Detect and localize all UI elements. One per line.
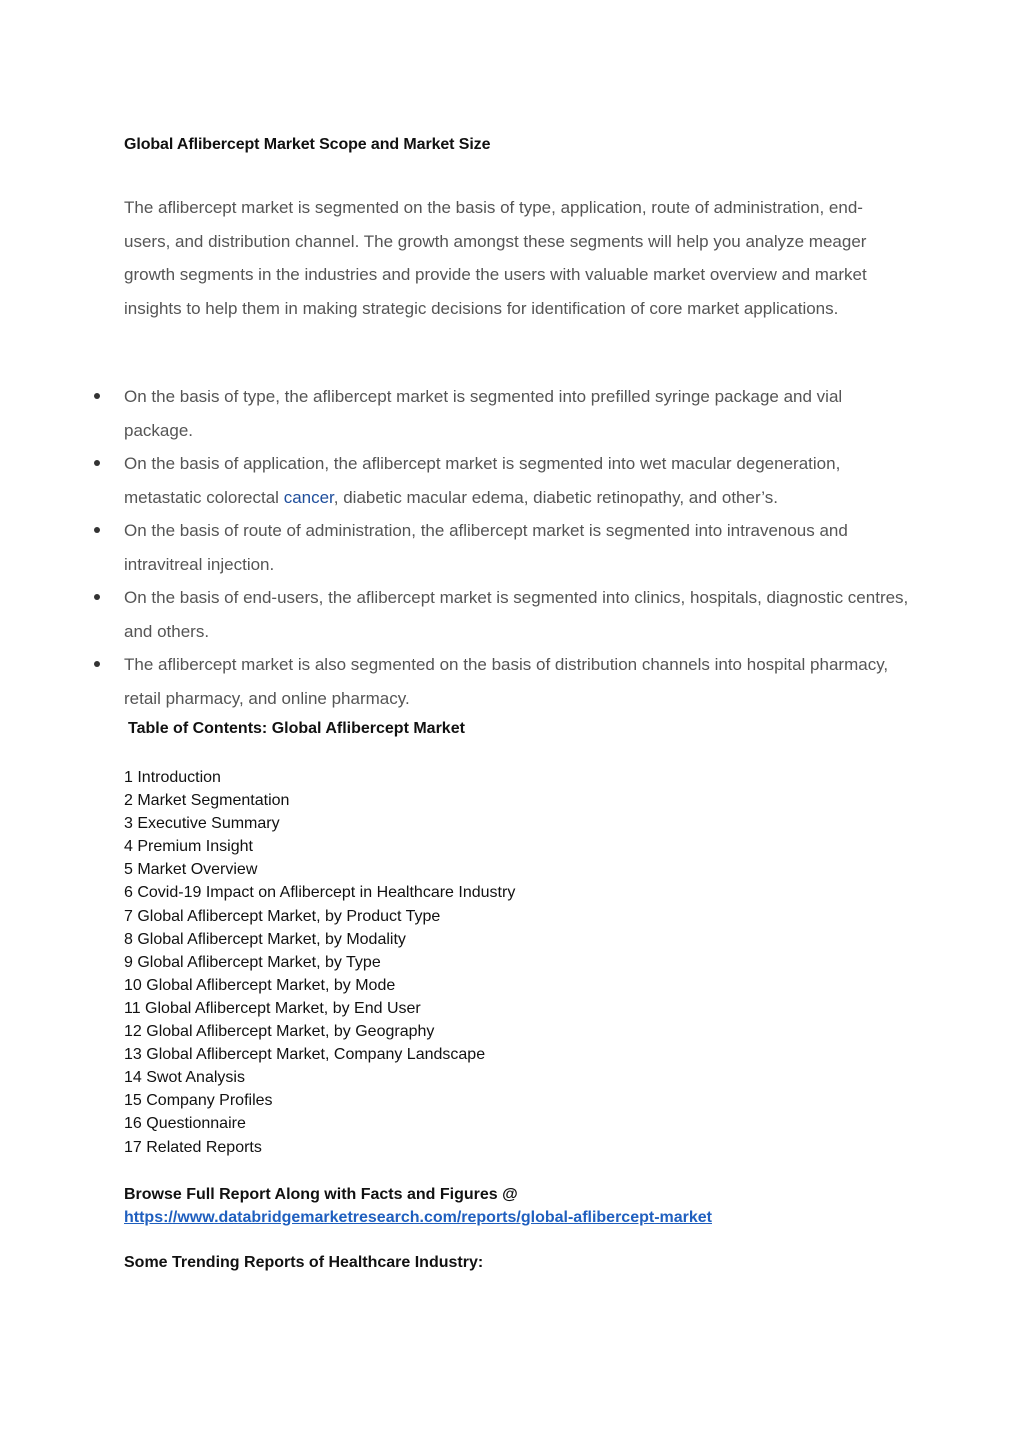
bullet-text: On the basis of route of administration, the aflibercept market is segmented into intravenous and intravitreal injection. — [124, 521, 848, 574]
toc-title: Table of Contents: Global Aflibercept Market — [128, 720, 465, 737]
report-url-link[interactable]: https://www.databridgemarketresearch.com/reports/global-aflibercept-market — [124, 1209, 713, 1226]
toc-item: 8 Global Aflibercept Market, by Modality — [124, 930, 406, 948]
toc-item: 16 Questionnaire — [124, 1115, 246, 1133]
bullet-text: On the basis of application, the aflibercept market is segmented into wet macular degeneration, metastatic colorectal — [124, 454, 841, 507]
toc-item: 17 Related Reports — [124, 1138, 262, 1156]
segmentation-bullet-list — [124, 380, 909, 715]
toc-item: 6 Covid-19 Impact on Aflibercept in Healthcare Industry — [124, 884, 516, 902]
section-heading: Global Aflibercept Market Scope and Market Size — [124, 136, 491, 153]
bullet-icon — [94, 393, 100, 399]
toc-item: 3 Executive Summary — [124, 815, 280, 833]
bullet-text: On the basis of type, the aflibercept market is segmented into prefilled syringe package and vial package. — [124, 387, 843, 440]
trending-reports-heading: Some Trending Reports of Healthcare Industry: — [124, 1254, 484, 1271]
bullet-item-end-users — [124, 581, 909, 648]
toc-item: 9 Global Aflibercept Market, by Type — [124, 953, 381, 971]
toc-item: 12 Global Aflibercept Market, by Geography — [124, 1023, 435, 1041]
bullet-icon — [94, 594, 100, 600]
table-of-contents — [124, 766, 515, 1159]
bullet-item-type — [124, 380, 909, 447]
cancer-link[interactable]: cancer — [283, 487, 334, 507]
bullet-item-distribution — [124, 648, 909, 715]
bullet-item-route — [124, 514, 909, 581]
bullet-icon — [94, 661, 100, 667]
browse-label: Browse Full Report Along with Facts and Figures @ — [124, 1186, 518, 1203]
toc-item: 11 Global Aflibercept Market, by End User — [124, 999, 421, 1017]
toc-item: 5 Market Overview — [124, 861, 258, 879]
intro-paragraph: The aflibercept market is segmented on the basis of type, application, route of administration, end-users, and distribution channel. The growth amongst these segments will help you analyze meager growth segments in the industries and provide the users with valuable market overview and market insights to help them in making strategic decisions for identification of core market applications. — [124, 198, 867, 318]
toc-item: 13 Global Aflibercept Market, Company Landscape — [124, 1046, 486, 1064]
browse-report-block — [124, 1183, 712, 1229]
bullet-item-application — [124, 447, 909, 514]
toc-item: 2 Market Segmentation — [124, 792, 290, 810]
toc-item: 10 Global Aflibercept Market, by Mode — [124, 976, 396, 994]
toc-item: 1 Introduction — [124, 769, 221, 786]
bullet-text: On the basis of end-users, the aflibercept market is segmented into clinics, hospitals, diagnostic centres, and others. — [124, 588, 909, 641]
toc-item: 15 Company Profiles — [124, 1092, 273, 1110]
bullet-text: , diabetic macular edema, diabetic retinopathy, and other’s. — [333, 487, 778, 507]
toc-item: 14 Swot Analysis — [124, 1069, 245, 1087]
bullet-icon — [94, 460, 100, 466]
bullet-icon — [94, 527, 100, 533]
toc-item: 4 Premium Insight — [124, 838, 253, 856]
bullet-text: The aflibercept market is also segmented on the basis of distribution channels into hospital pharmacy, retail pharmacy, and online pharmacy. — [124, 655, 889, 708]
toc-item: 7 Global Aflibercept Market, by Product Type — [124, 907, 441, 925]
